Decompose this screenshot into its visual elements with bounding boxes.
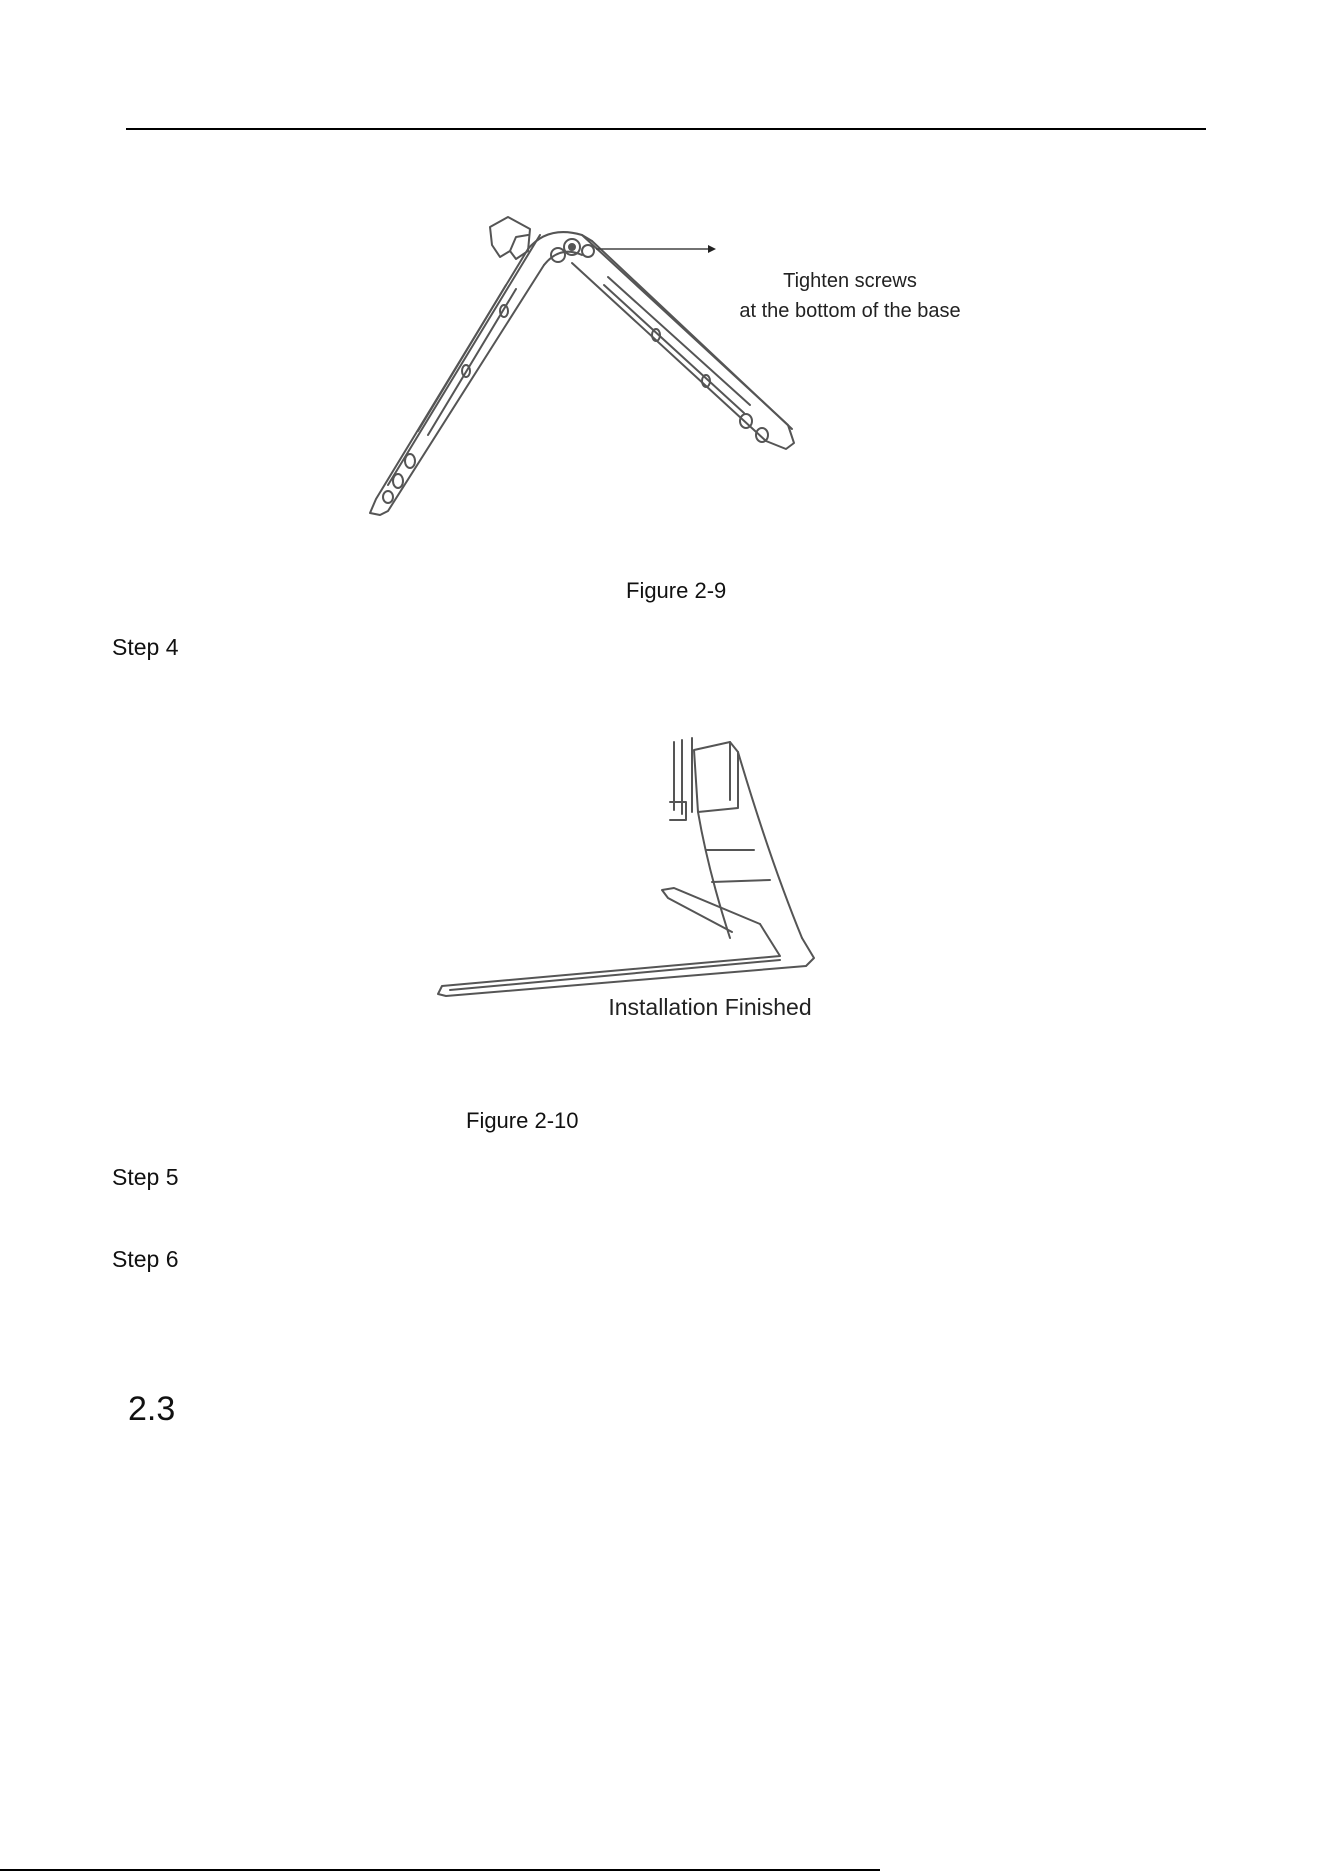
section-number: 2.3	[128, 1390, 176, 1428]
assembled-stand-illustration	[430, 720, 830, 1030]
step-4-label: Step 4	[112, 634, 179, 660]
figure-base-bottom-view	[360, 215, 980, 545]
figure2-caption: Figure 2-10	[466, 1108, 579, 1133]
figure2-annotation: Installation Finished	[608, 994, 812, 1020]
figure1-annotation-line2: at the bottom of the base	[739, 300, 961, 322]
base-bottom-illustration	[360, 215, 980, 545]
footer-rule	[0, 1869, 880, 1871]
figure1-caption: Figure 2-9	[626, 578, 727, 603]
header-rule	[126, 128, 1206, 130]
figure1-annotation	[700, 266, 1000, 326]
step-5-label: Step 5	[112, 1164, 179, 1190]
figure1-annotation-line1: Tighten screws	[783, 270, 917, 292]
step-6-label: Step 6	[112, 1246, 179, 1272]
figure-installation-finished	[430, 720, 830, 1030]
